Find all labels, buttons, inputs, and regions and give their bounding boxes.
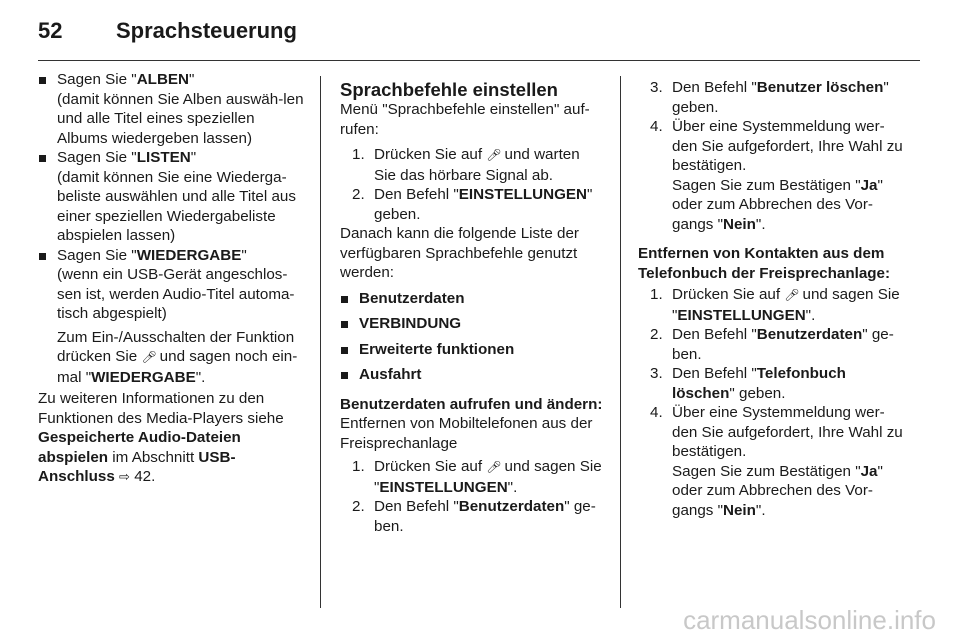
page-number: 52	[38, 18, 63, 43]
subsection-intro: Entfernen von Mobiltelefonen aus der Freisprechanlage	[340, 415, 593, 452]
step-1: 1. Drücken Sie auf 🎤︎ und sagen Sie "EINSTELLUNGEN".	[650, 286, 900, 324]
bullet-albums: Sagen Sie "ALBEN"	[38, 70, 306, 90]
list-item: VERBINDUNG	[340, 314, 605, 334]
step-3: 3. Den Befehl "Telefonbuch löschen" geben.	[650, 365, 846, 402]
column-divider-1	[320, 76, 321, 608]
bullet-description: (damit können Sie eine Wiederga-beliste auswählen und alle Titel aus einer speziellen Wiedergabeliste abspielen lassen)	[57, 168, 296, 244]
list-item: Erweiterte funktionen	[340, 340, 605, 360]
bullet-lists: Sagen Sie "LISTEN"	[38, 148, 306, 168]
step-4-confirmation: Sagen Sie zum Bestätigen "Ja" oder zum Abbrechen des Vor-gangs "Nein".	[672, 462, 883, 519]
bullet-square-icon	[341, 321, 348, 328]
step-2: 2. Den Befehl "Benutzerdaten" ge-ben.	[352, 498, 596, 535]
section-link[interactable]: Gespeicherte Audio-Dateien abspielen	[38, 429, 241, 466]
see-also-paragraph: Zu weiteren Informationen zu den Funktionen des Media-Players siehe Gespeicherte Audio-Dateien abspielen im Abschnitt USB-Anschluss ⇨ 42.	[38, 390, 284, 485]
subsection-heading: Benutzerdaten aufrufen und ändern:	[340, 395, 603, 413]
command-keyword: WIEDERGABE	[136, 246, 242, 264]
voice-control-icon: 🎤︎	[784, 288, 800, 302]
step-3: 3. Den Befehl "Benutzer löschen" geben.	[650, 79, 889, 116]
column-right	[638, 70, 904, 520]
watermark: carmanualsonline.info	[683, 605, 936, 635]
list-item: Ausfahrt	[340, 365, 605, 385]
voice-control-icon: 🎤︎	[486, 460, 502, 474]
voice-control-icon: 🎤︎	[141, 350, 157, 364]
list-item: Benutzerdaten	[340, 289, 605, 309]
bullet-extra-note: Zum Ein-/Ausschalten der Funktion drücken Sie 🎤︎ und sagen noch ein-mal "WIEDERGABE".	[57, 328, 298, 386]
column-left	[38, 70, 306, 487]
command-keyword: ALBEN	[136, 71, 190, 88]
column-middle	[340, 70, 605, 536]
bullet-description: (damit können Sie Alben auswäh-len und alle Titel eines speziellen Albums wiedergeben lassen)	[57, 90, 304, 147]
column-divider-2	[620, 76, 621, 608]
step-2: 2. Den Befehl "Benutzerdaten" ge-ben.	[650, 326, 894, 363]
intro-text: Menü "Sprachbefehle einstellen" auf-rufen:	[340, 101, 590, 138]
page-reference[interactable]: 42.	[134, 468, 156, 485]
chapter-link[interactable]: USB-Anschluss	[38, 448, 236, 485]
subsection-heading: Entfernen von Kontakten aus dem Telefonbuch der Freisprechanlage:	[638, 245, 891, 282]
bullet-square-icon	[39, 77, 46, 84]
section-heading: Sprachbefehle einstellen	[340, 79, 558, 100]
bullet-description: (wenn ein USB-Gerät angeschlos-sen ist, werden Audio-Titel automa-tisch abgespielt)	[57, 266, 295, 322]
voice-control-icon: 🎤︎	[486, 148, 502, 162]
step-4-confirmation: Sagen Sie zum Bestätigen "Ja" oder zum Abbrechen des Vor-gangs "Nein".	[672, 176, 883, 233]
bullet-square-icon	[341, 296, 348, 303]
list-intro: Danach kann die folgende Liste der verfügbaren Sprachbefehle genutzt werden:	[340, 225, 579, 281]
step-1: 1. Drücken Sie auf 🎤︎ und warten Sie das hörbare Signal ab.	[352, 146, 580, 184]
bullet-square-icon	[341, 347, 348, 354]
bullet-square-icon	[39, 253, 46, 260]
step-2: 2. Den Befehl "EINSTELLUNGEN" geben.	[352, 186, 593, 223]
step-1: 1. Drücken Sie auf 🎤︎ und sagen Sie "EINSTELLUNGEN".	[352, 458, 602, 496]
step-4: 4. Über eine Systemmeldung wer-den Sie aufgefordert, Ihre Wahl zu bestätigen.	[650, 118, 903, 174]
page-reference-arrow-icon: ⇨	[119, 469, 130, 484]
header-rule	[38, 60, 920, 61]
bullet-square-icon	[39, 155, 46, 162]
command-keyword: LISTEN	[136, 149, 191, 166]
step-4: 4. Über eine Systemmeldung wer-den Sie aufgefordert, Ihre Wahl zu bestätigen.	[650, 404, 903, 460]
page-header	[38, 16, 918, 56]
bullet-playback: Sagen Sie "WIEDERGABE"	[38, 246, 306, 266]
chapter-title: Sprachsteuerung	[116, 18, 297, 43]
bullet-square-icon	[341, 372, 348, 379]
